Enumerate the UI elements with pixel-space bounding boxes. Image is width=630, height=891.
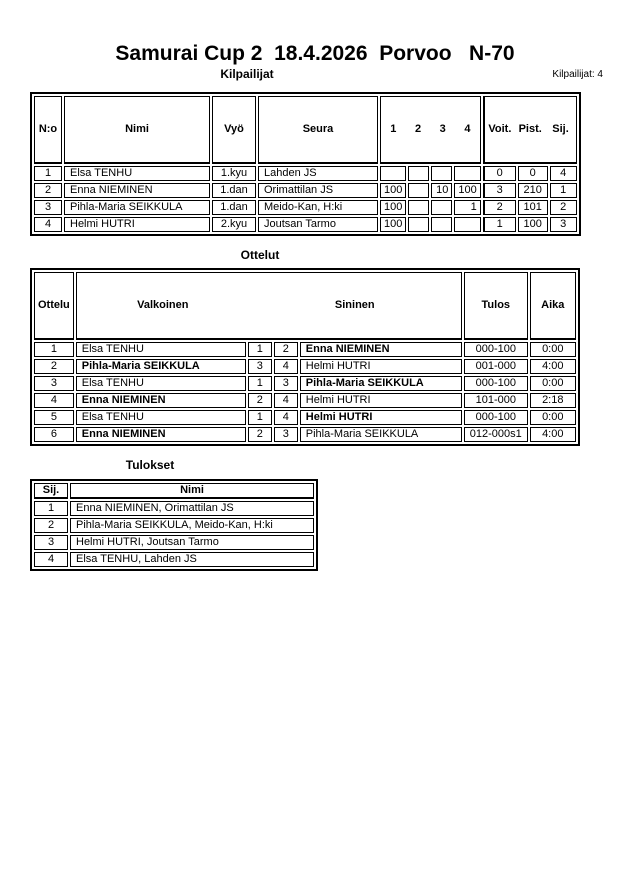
white-competitor-no: 2 xyxy=(248,393,272,408)
match-row xyxy=(34,427,576,442)
result-place: 2 xyxy=(34,518,68,533)
competitor-belt: 2.kyu xyxy=(212,217,256,232)
results-table xyxy=(30,479,318,571)
wins-value: 2 xyxy=(483,200,516,215)
match-result: 000-100 xyxy=(464,342,528,357)
col-header-match-no: Ottelu xyxy=(34,272,74,340)
col-header-rounds xyxy=(380,96,481,164)
match-row xyxy=(34,342,576,357)
match-row xyxy=(34,410,576,425)
round2-score xyxy=(408,217,429,232)
matches-header-row xyxy=(34,272,576,340)
blue-competitor-no: 4 xyxy=(274,359,298,374)
round4-score xyxy=(454,166,480,181)
col-header-no: N:o xyxy=(34,96,62,164)
col-header-wins: Voit. xyxy=(488,123,512,135)
round3-score xyxy=(431,200,452,215)
round3-score xyxy=(431,217,452,232)
col-header-white: Valkoinen xyxy=(137,299,189,311)
competitor-club: Joutsan Tarmo xyxy=(258,217,378,232)
result-place: 1 xyxy=(34,501,68,516)
competitor-belt: 1.dan xyxy=(212,200,256,215)
blue-competitor-name: Pihla-Maria SEIKKULA xyxy=(300,427,462,442)
match-result: 000-100 xyxy=(464,376,528,391)
competitors-table xyxy=(30,92,581,236)
match-time: 2:18 xyxy=(530,393,576,408)
blue-competitor-no: 4 xyxy=(274,393,298,408)
blue-competitor-no: 3 xyxy=(274,376,298,391)
blue-competitor-no: 2 xyxy=(274,342,298,357)
col-header-name: Nimi xyxy=(64,96,210,164)
results-header-row xyxy=(34,483,314,499)
place-value: 2 xyxy=(550,200,577,215)
match-result: 001-000 xyxy=(464,359,528,374)
col-header-belt: Vyö xyxy=(212,96,256,164)
points-value: 0 xyxy=(518,166,548,181)
col-header-time: Aika xyxy=(530,272,576,340)
match-time: 4:00 xyxy=(530,359,576,374)
blue-competitor-no: 3 xyxy=(274,427,298,442)
points-value: 101 xyxy=(518,200,548,215)
match-no: 3 xyxy=(34,376,74,391)
competitor-no: 1 xyxy=(34,166,62,181)
result-row xyxy=(34,552,314,567)
place-value: 4 xyxy=(550,166,577,181)
col-header-name: Nimi xyxy=(70,483,314,499)
match-no: 6 xyxy=(34,427,74,442)
competitor-club: Meido-Kan, H:ki xyxy=(258,200,378,215)
col-header-round4: 4 xyxy=(464,123,471,135)
match-time: 0:00 xyxy=(530,342,576,357)
match-result: 000-100 xyxy=(464,410,528,425)
white-competitor-name: Pihla-Maria SEIKKULA xyxy=(76,359,246,374)
competitor-belt: 1.dan xyxy=(212,183,256,198)
match-no: 5 xyxy=(34,410,74,425)
white-competitor-no: 2 xyxy=(248,427,272,442)
place-value: 1 xyxy=(550,183,577,198)
white-competitor-name: Elsa TENHU xyxy=(76,410,246,425)
competitor-club: Orimattilan JS xyxy=(258,183,378,198)
wins-value: 1 xyxy=(483,217,516,232)
result-row xyxy=(34,518,314,533)
white-competitor-name: Enna NIEMINEN xyxy=(76,393,246,408)
result-name: Pihla-Maria SEIKKULA, Meido-Kan, H:ki xyxy=(70,518,314,533)
result-name: Elsa TENHU, Lahden JS xyxy=(70,552,314,567)
col-header-result: Tulos xyxy=(464,272,528,340)
blue-competitor-name: Helmi HUTRI xyxy=(300,393,462,408)
col-header-place: Sij. xyxy=(34,483,68,499)
match-no: 2 xyxy=(34,359,74,374)
round2-score xyxy=(408,166,429,181)
competitor-name: Enna NIEMINEN xyxy=(64,183,210,198)
points-value: 210 xyxy=(518,183,548,198)
competitor-name: Helmi HUTRI xyxy=(64,217,210,232)
round2-score xyxy=(408,183,429,198)
blue-competitor-name: Pihla-Maria SEIKKULA xyxy=(300,376,462,391)
col-header-round2: 2 xyxy=(414,123,422,135)
competitors-header-row xyxy=(34,96,577,164)
competitor-no: 3 xyxy=(34,200,62,215)
match-result: 012-000s1 xyxy=(464,427,528,442)
matches-table xyxy=(30,268,580,446)
matches-section-heading: Ottelut xyxy=(240,248,280,262)
col-header-fighters xyxy=(76,272,462,340)
col-header-round3: 3 xyxy=(439,123,446,135)
competitor-name: Elsa TENHU xyxy=(64,166,210,181)
col-header-round1: 1 xyxy=(390,123,397,135)
blue-competitor-name: Helmi HUTRI xyxy=(300,359,462,374)
page-title: Samurai Cup 2 18.4.2026 Porvoo N-70 xyxy=(115,42,515,65)
col-header-club: Seura xyxy=(258,96,378,164)
blue-competitor-name: Helmi HUTRI xyxy=(300,410,462,425)
match-row xyxy=(34,359,576,374)
result-row xyxy=(34,501,314,516)
match-row xyxy=(34,376,576,391)
col-header-points: Pist. xyxy=(518,123,542,135)
result-place: 3 xyxy=(34,535,68,550)
wins-value: 3 xyxy=(483,183,516,198)
result-name: Helmi HUTRI, Joutsan Tarmo xyxy=(70,535,314,550)
white-competitor-name: Enna NIEMINEN xyxy=(76,427,246,442)
round1-score: 100 xyxy=(380,200,406,215)
white-competitor-no: 1 xyxy=(248,342,272,357)
match-time: 0:00 xyxy=(530,410,576,425)
place-value: 3 xyxy=(550,217,577,232)
blue-competitor-no: 4 xyxy=(274,410,298,425)
competitor-row xyxy=(34,166,577,181)
match-no: 4 xyxy=(34,393,74,408)
match-result: 101-000 xyxy=(464,393,528,408)
competitor-no: 4 xyxy=(34,217,62,232)
round1-score: 100 xyxy=(380,183,406,198)
competitor-name: Pihla-Maria SEIKKULA xyxy=(64,200,210,215)
competitor-row xyxy=(34,183,577,198)
round3-score xyxy=(431,166,452,181)
round4-score: 100 xyxy=(454,183,480,198)
results-section-heading: Tulokset xyxy=(125,458,175,472)
competitors-section-heading: Kilpailijat xyxy=(220,67,274,81)
competitor-club: Lahden JS xyxy=(258,166,378,181)
competitor-row xyxy=(34,200,577,215)
competitor-count-label: Kilpailijat: 4 xyxy=(552,69,603,80)
subtitle-row xyxy=(0,67,630,82)
round1-score xyxy=(380,166,406,181)
match-time: 0:00 xyxy=(530,376,576,391)
round1-score: 100 xyxy=(380,217,406,232)
competitor-belt: 1.kyu xyxy=(212,166,256,181)
white-competitor-no: 1 xyxy=(248,410,272,425)
col-header-totals xyxy=(483,96,577,164)
result-place: 4 xyxy=(34,552,68,567)
col-header-blue: Sininen xyxy=(334,299,375,311)
match-time: 4:00 xyxy=(530,427,576,442)
competitor-no: 2 xyxy=(34,183,62,198)
competitor-row xyxy=(34,217,577,232)
white-competitor-name: Elsa TENHU xyxy=(76,342,246,357)
blue-competitor-name: Enna NIEMINEN xyxy=(300,342,462,357)
result-name: Enna NIEMINEN, Orimattilan JS xyxy=(70,501,314,516)
col-header-place: Sij. xyxy=(552,123,569,135)
round3-score: 10 xyxy=(431,183,452,198)
match-no: 1 xyxy=(34,342,74,357)
white-competitor-no: 3 xyxy=(248,359,272,374)
round4-score xyxy=(454,217,480,232)
match-row xyxy=(34,393,576,408)
round2-score xyxy=(408,200,429,215)
result-row xyxy=(34,535,314,550)
white-competitor-name: Elsa TENHU xyxy=(76,376,246,391)
white-competitor-no: 1 xyxy=(248,376,272,391)
points-value: 100 xyxy=(518,217,548,232)
round4-score: 1 xyxy=(454,200,480,215)
wins-value: 0 xyxy=(483,166,516,181)
